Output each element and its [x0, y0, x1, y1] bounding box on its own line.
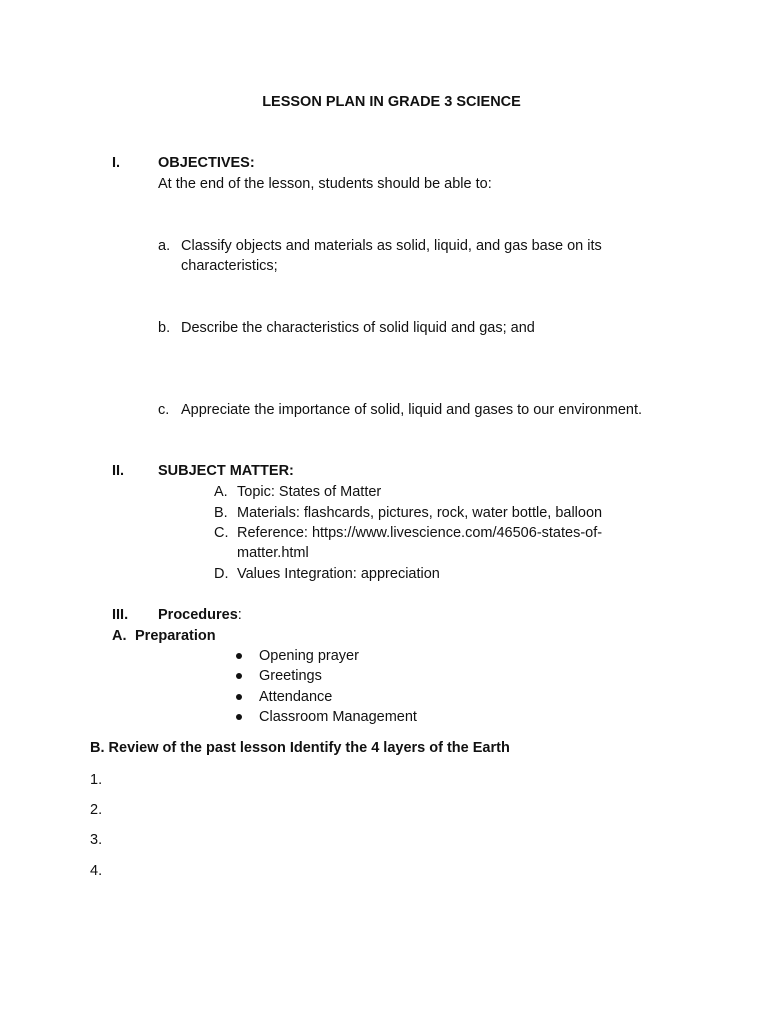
section-2-numeral: II.	[112, 463, 125, 479]
section-3-numeral: III.	[112, 607, 129, 623]
review-heading: B. Review of the past lesson Identify the 4 layers of the Earth	[90, 740, 510, 756]
subject-a-letter: A.	[214, 484, 228, 500]
objective-a-line2: characteristics;	[181, 258, 278, 274]
section-3-colon: :	[237, 607, 242, 623]
section-3-heading: Procedures	[158, 607, 238, 623]
subject-values: Values Integration: appreciation	[237, 566, 440, 582]
objective-a-line1: Classify objects and materials as solid, liquid, and gas base on its	[181, 238, 602, 254]
earth-layer-2: 2.	[90, 802, 103, 818]
earth-layer-4: 4.	[90, 863, 103, 879]
subject-topic: Topic: States of Matter	[237, 484, 382, 500]
objective-a-letter: a.	[158, 238, 171, 254]
bullet-icon	[236, 653, 242, 659]
subject-b-letter: B.	[214, 505, 228, 521]
bullet-opening-prayer: Opening prayer	[259, 648, 359, 664]
bullet-icon	[236, 714, 242, 720]
subject-d-letter: D.	[214, 566, 229, 582]
objective-b-letter: b.	[158, 320, 171, 336]
objective-c-letter: c.	[158, 402, 170, 418]
earth-layer-3: 3.	[90, 832, 103, 848]
bullet-icon	[236, 694, 242, 700]
subject-reference-line1: Reference: https://www.livescience.com/46506-states-of-	[237, 525, 603, 541]
subject-materials: Materials: flashcards, pictures, rock, water bottle, balloon	[237, 505, 603, 521]
subject-reference-line2: matter.html	[237, 545, 309, 561]
objective-b-text: Describe the characteristics of solid liquid and gas; and	[181, 320, 535, 336]
bullet-icon	[236, 673, 242, 679]
earth-layer-1: 1.	[90, 772, 103, 788]
section-1-numeral: I.	[112, 155, 121, 171]
objectives-intro: At the end of the lesson, students should be able to:	[158, 176, 492, 192]
document-title: LESSON PLAN IN GRADE 3 SCIENCE	[262, 94, 521, 110]
bullet-classroom-management: Classroom Management	[259, 709, 417, 725]
preparation-letter: A.	[112, 628, 127, 644]
preparation-label: Preparation	[135, 628, 216, 644]
section-1-heading: OBJECTIVES:	[158, 155, 255, 171]
subject-c-letter: C.	[214, 525, 229, 541]
bullet-attendance: Attendance	[259, 689, 333, 705]
section-2-heading: SUBJECT MATTER:	[158, 463, 294, 479]
objective-c-text: Appreciate the importance of solid, liquid and gases to our environment.	[181, 402, 643, 418]
bullet-greetings: Greetings	[259, 668, 322, 684]
section-3-heading-wrap	[158, 605, 242, 625]
